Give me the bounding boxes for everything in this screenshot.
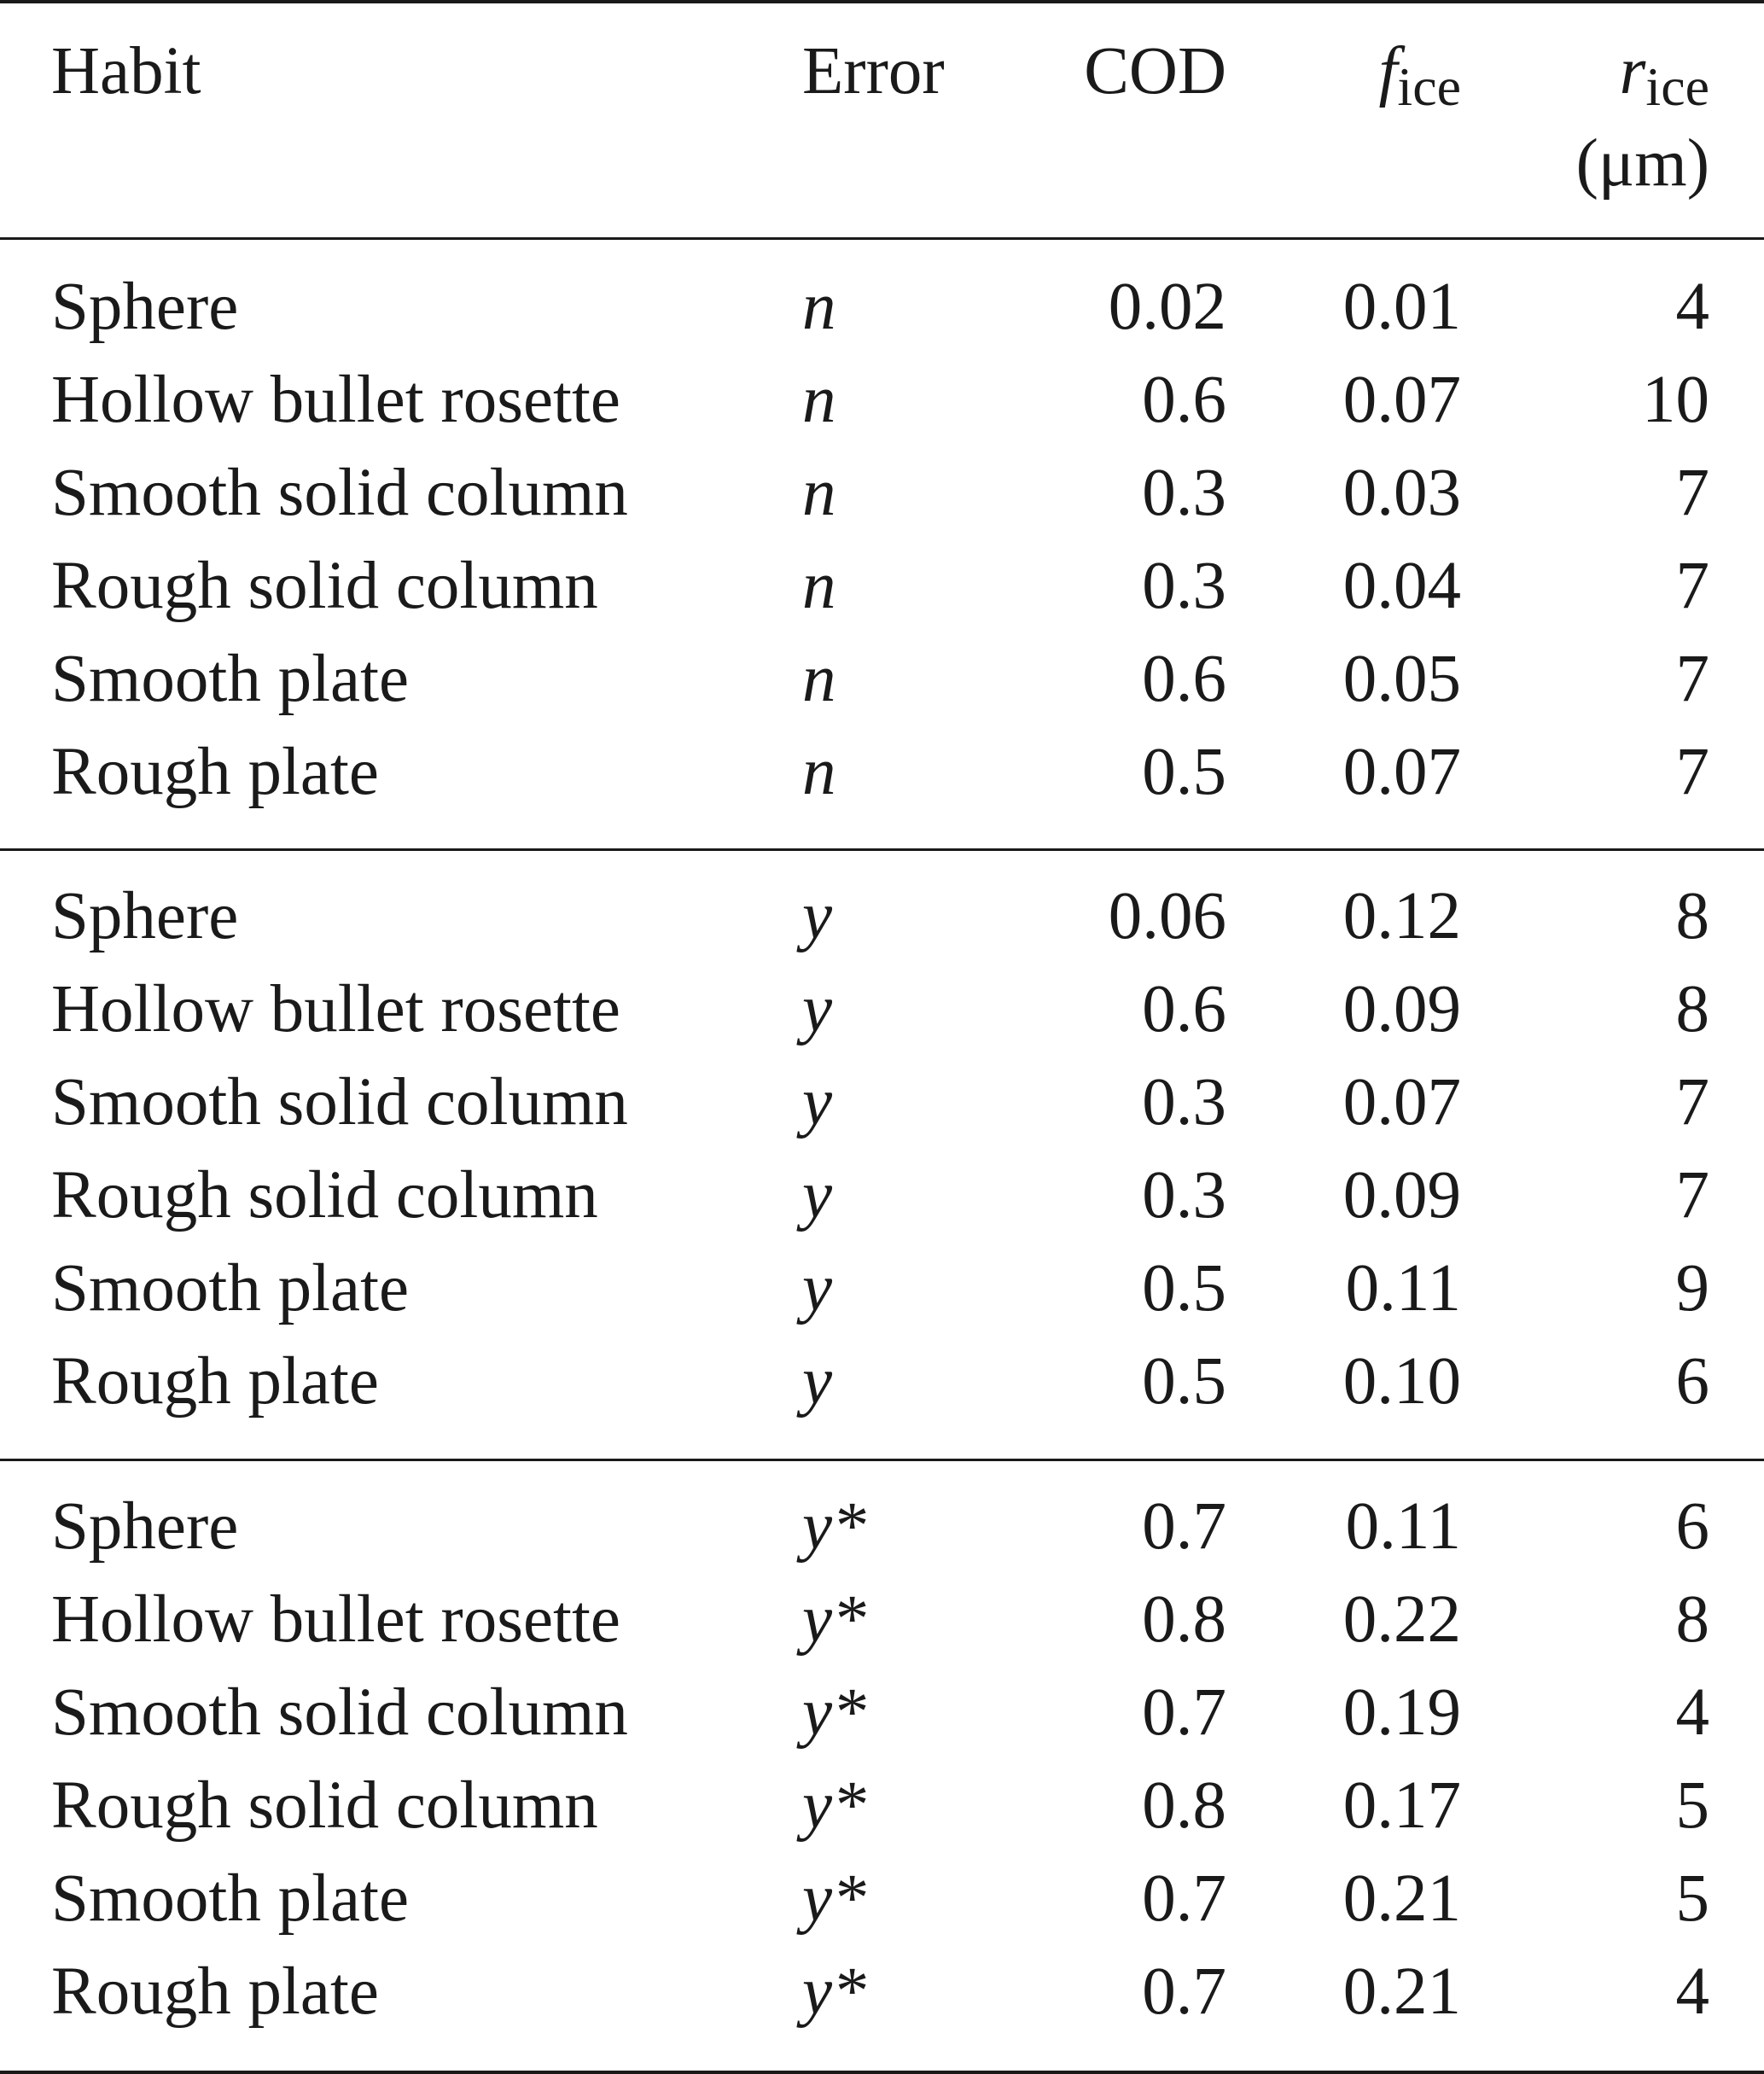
cell-rice: 6 [1675, 1344, 1709, 1419]
cell-rice: 5 [1675, 1768, 1709, 1843]
header-rule [0, 237, 1764, 240]
cell-rice: 9 [1675, 1251, 1709, 1325]
cell-fice: 0.21 [1342, 1955, 1461, 2029]
cell-cod: 0.7 [1142, 1955, 1226, 2029]
cell-rice: 7 [1675, 456, 1709, 530]
cell-habit: Rough solid column [51, 1158, 598, 1232]
cell-rice: 6 [1675, 1489, 1709, 1564]
cell-fice: 0.07 [1342, 735, 1461, 809]
cell-rice: 10 [1642, 363, 1709, 437]
cell-cod: 0.6 [1142, 642, 1226, 716]
bottom-rule [0, 2071, 1764, 2074]
cell-habit: Sphere [51, 879, 239, 953]
cell-fice: 0.22 [1342, 1582, 1461, 1657]
cell-habit: Smooth plate [51, 1251, 410, 1325]
cell-rice: 7 [1675, 642, 1709, 716]
cell-error: n [802, 363, 836, 437]
cell-fice: 0.09 [1342, 1158, 1461, 1232]
header-fice-subscript: ice [1397, 56, 1461, 117]
cell-rice: 8 [1675, 879, 1709, 953]
cell-cod: 0.8 [1142, 1768, 1226, 1843]
cell-cod: 0.02 [1108, 270, 1226, 344]
cell-fice: 0.11 [1345, 1489, 1461, 1564]
cell-error: n [802, 456, 836, 530]
cell-cod: 0.3 [1142, 549, 1226, 623]
cell-rice: 4 [1675, 1675, 1709, 1750]
cell-cod: 0.5 [1142, 735, 1226, 809]
cell-error: y* [802, 1675, 866, 1750]
cell-habit: Smooth plate [51, 642, 410, 716]
cell-rice: 4 [1675, 1955, 1709, 2029]
cell-fice: 0.04 [1342, 549, 1461, 623]
cell-rice: 7 [1675, 1158, 1709, 1232]
cell-rice: 5 [1675, 1861, 1709, 1936]
cell-fice: 0.09 [1342, 972, 1461, 1046]
header-rice-subscript: ice [1645, 56, 1709, 117]
header-cod: COD [1084, 34, 1226, 108]
cell-cod: 0.7 [1142, 1675, 1226, 1750]
cell-rice: 4 [1675, 270, 1709, 344]
cell-fice: 0.07 [1342, 363, 1461, 437]
cell-habit: Smooth solid column [51, 456, 628, 530]
cell-rice: 8 [1675, 972, 1709, 1046]
cell-habit: Sphere [51, 270, 239, 344]
group-rule-2 [0, 1459, 1764, 1461]
cell-fice: 0.11 [1345, 1251, 1461, 1325]
cell-error: y* [802, 1955, 866, 2029]
cell-error: y [802, 1065, 833, 1139]
cell-cod: 0.3 [1142, 1158, 1226, 1232]
cell-rice: 8 [1675, 1582, 1709, 1657]
cell-habit: Hollow bullet rosette [51, 1582, 620, 1657]
cell-habit: Rough plate [51, 735, 379, 809]
cell-cod: 0.6 [1142, 363, 1226, 437]
cell-cod: 0.06 [1108, 879, 1226, 953]
cell-fice: 0.12 [1342, 879, 1461, 953]
cell-habit: Rough plate [51, 1344, 379, 1419]
cell-habit: Sphere [51, 1489, 239, 1564]
cell-cod: 0.6 [1142, 972, 1226, 1046]
cell-habit: Rough solid column [51, 549, 598, 623]
cell-habit: Hollow bullet rosette [51, 972, 620, 1046]
cell-error: n [802, 270, 836, 344]
cell-error: n [802, 549, 836, 623]
header-fice-symbol: f [1378, 34, 1398, 108]
cell-error: y [802, 972, 833, 1046]
cell-error: n [802, 642, 836, 716]
header-fice [1378, 34, 1461, 117]
cell-rice: 7 [1675, 549, 1709, 623]
cell-habit: Rough solid column [51, 1768, 598, 1843]
cell-fice: 0.21 [1342, 1861, 1461, 1936]
cell-fice: 0.17 [1342, 1768, 1461, 1843]
cell-fice: 0.07 [1342, 1065, 1461, 1139]
cell-error: y [802, 879, 833, 953]
cell-error: y* [802, 1582, 866, 1657]
group-rule-1 [0, 848, 1764, 851]
cell-rice: 7 [1675, 735, 1709, 809]
cell-error: y [802, 1344, 833, 1419]
cell-fice: 0.01 [1342, 270, 1461, 344]
cell-cod: 0.7 [1142, 1861, 1226, 1936]
cell-cod: 0.3 [1142, 1065, 1226, 1139]
header-rice [1619, 34, 1709, 117]
cell-habit: Smooth solid column [51, 1675, 628, 1750]
cell-cod: 0.8 [1142, 1582, 1226, 1657]
cell-cod: 0.5 [1142, 1344, 1226, 1419]
cell-fice: 0.19 [1342, 1675, 1461, 1750]
cell-habit: Smooth plate [51, 1861, 410, 1936]
header-rice-symbol: r [1619, 34, 1646, 108]
cell-error: y* [802, 1489, 866, 1564]
cell-habit: Rough plate [51, 1955, 379, 2029]
header-error: Error [802, 34, 945, 108]
cell-habit: Smooth solid column [51, 1065, 628, 1139]
cell-error: n [802, 735, 836, 809]
header-rice-unit: (μm) [1575, 126, 1709, 201]
cell-fice: 0.03 [1342, 456, 1461, 530]
cell-error: y [802, 1251, 833, 1325]
cell-error: y* [802, 1768, 866, 1843]
cell-cod: 0.5 [1142, 1251, 1226, 1325]
cell-cod: 0.3 [1142, 456, 1226, 530]
cell-error: y [802, 1158, 833, 1232]
top-rule [0, 0, 1764, 3]
cell-habit: Hollow bullet rosette [51, 363, 620, 437]
cell-rice: 7 [1675, 1065, 1709, 1139]
cell-fice: 0.10 [1342, 1344, 1461, 1419]
cell-cod: 0.7 [1142, 1489, 1226, 1564]
header-habit: Habit [51, 34, 201, 108]
cell-fice: 0.05 [1342, 642, 1461, 716]
cell-error: y* [802, 1861, 866, 1936]
